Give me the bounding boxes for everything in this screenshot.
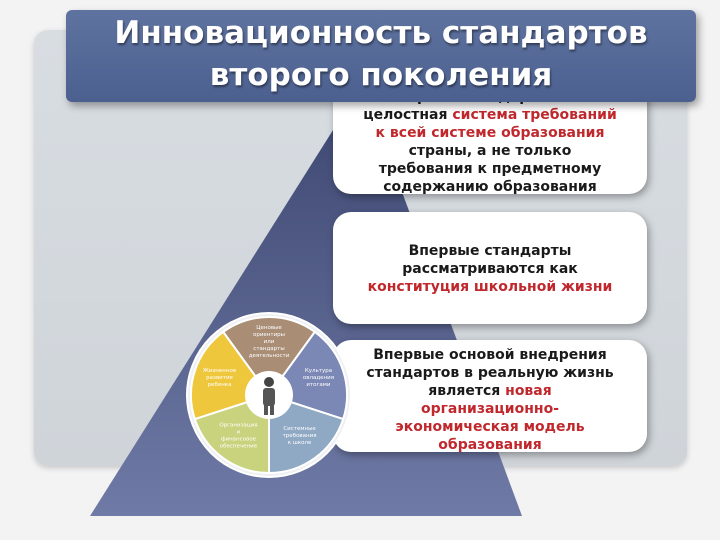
card2-line-2: рассматриваются как [402,261,578,277]
card1-line-4: страны, а не только [408,143,572,159]
card3-line-4: организационно- [420,401,560,417]
info-card-2 [333,212,647,324]
card3-line-1: Впервые основой внедрения [373,347,607,363]
title-line-1: Инновационность стандартов [114,15,648,51]
card3-line-3 [333,382,647,400]
card3-line-5: экономическая модель [395,419,585,435]
card3-highlight: новая [505,383,552,399]
card2-line-1: Впервые стандарты [408,243,572,259]
card3-line-6: образования [438,437,542,453]
card1-line-6: содержанию образования [383,179,597,195]
card3-text: является [428,383,506,399]
wheel-segment-label: Культура овладения итогами [302,367,335,388]
card1-line-3: к всей системе образования [375,125,605,141]
card1-highlight: система требований [452,107,617,123]
card2-line-3: конституция школьной жизни [367,279,613,295]
segment-wheel [184,310,354,480]
info-card-3 [333,340,647,452]
wheel-segment-label: Организация и финансовое обеспечение [219,422,258,450]
card1-line-5: требования к предметному [378,161,602,177]
title-line-2: второго поколения [209,57,553,93]
wheel-segment-label: Системные требования к школе [282,426,317,447]
page-title [66,12,696,96]
card1-text: целостная [363,107,453,123]
card1-line-2 [333,106,647,124]
card3-line-2: стандартов в реальную жизнь [366,365,614,381]
wheel-segment-label: Ценовые ориентиры или стандарты деятельности [248,325,290,359]
wheel-segment-label: Жизненное развитие ребенка [202,367,237,388]
